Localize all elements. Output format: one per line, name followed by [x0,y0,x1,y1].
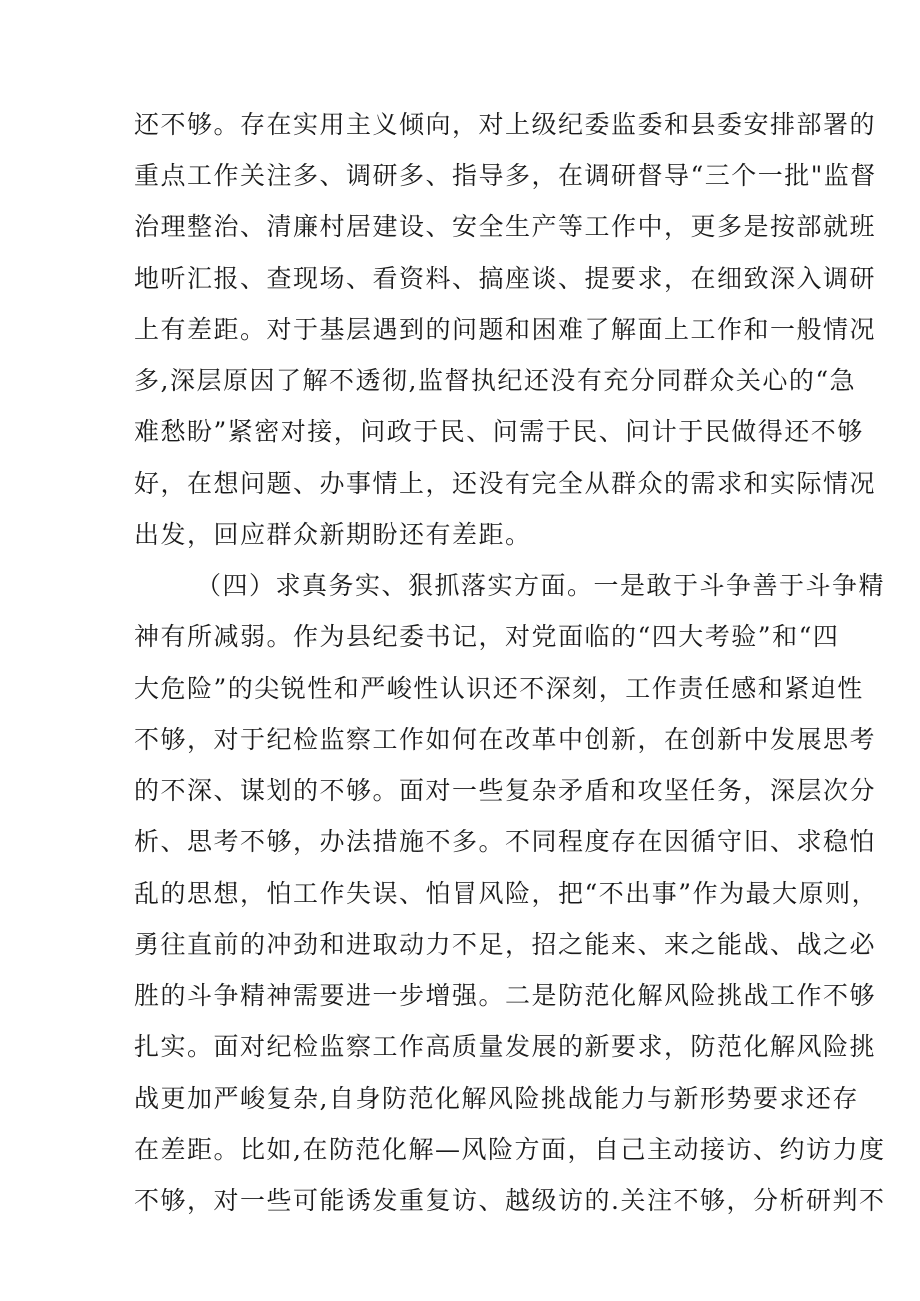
text-line: 好，在想问题、办事情上，还没有完全从群众的需求和实际情况 [134,469,877,498]
text-line: 治理整治、清廉村居建设、安全生产等工作中，更多是按部就班 [134,212,877,241]
text-line: 胜的斗争精神需要进一步增强。二是防范化解风险挑战工作不够 [134,981,877,1010]
text-line: 乱的思想，怕工作失误、怕冒风险，把“不出事”作为最大原则， [134,879,879,908]
text-line: 还不够。存在实用主义倾向，对上级纪委监委和县委安排部署的 [134,110,877,139]
text-line: 析、思考不够，办法措施不多。不同程度存在因循守旧、求稳怕 [134,827,877,856]
text-line: 的不深、谋划的不够。面对一些复杂矛盾和攻坚任务，深层次分 [134,776,877,805]
text-line: 在差距。比如,在防范化解—风险方面，自己主动接访、约访力度 [134,1135,886,1164]
text-line: 重点工作关注多、调研多、指导多，在调研督导“三个一批"监督 [134,161,877,190]
text-line: 多,深层原因了解不透彻,监督执纪还没有充分同群众关心的“急 [134,366,857,395]
text-line: 大危险”的尖锐性和严峻性认识还不深刻，工作责任感和紧迫性 [134,674,864,703]
text-line: 不够，对一些可能诱发重复访、越级访的.关注不够，分析研判不 [134,1186,886,1215]
text-line: 神有所减弱。作为县纪委书记，对党面临的“四大考验”和“四 [134,622,840,651]
text-line: 地听汇报、查现场、看资料、搞座谈、提要求，在细致深入调研 [134,264,877,293]
text-line: 出发，回应群众新期盼还有差距。 [134,520,532,549]
paragraph-start-line: （四）求真务实、狠抓落实方面。一是敢于斗争善于斗争精 [196,571,886,600]
text-line: 难愁盼”紧密对接，问政于民、问需于民、问计于民做得还不够 [134,417,864,446]
text-line: 上有差距。对于基层遇到的问题和困难了解面上工作和一般情况 [134,315,877,344]
text-line: 战更加严峻复杂,自身防范化解风险挑战能力与新形势要求还存 [134,1084,859,1113]
text-line: 勇往直前的冲劲和进取动力不足，招之能来、来之能战、战之必 [134,930,877,959]
text-line: 扎实。面对纪检监察工作高质量发展的新要求，防范化解风险挑 [134,1032,877,1061]
text-line: 不够，对于纪检监察工作如何在改革中创新，在创新中发展思考 [134,725,877,754]
